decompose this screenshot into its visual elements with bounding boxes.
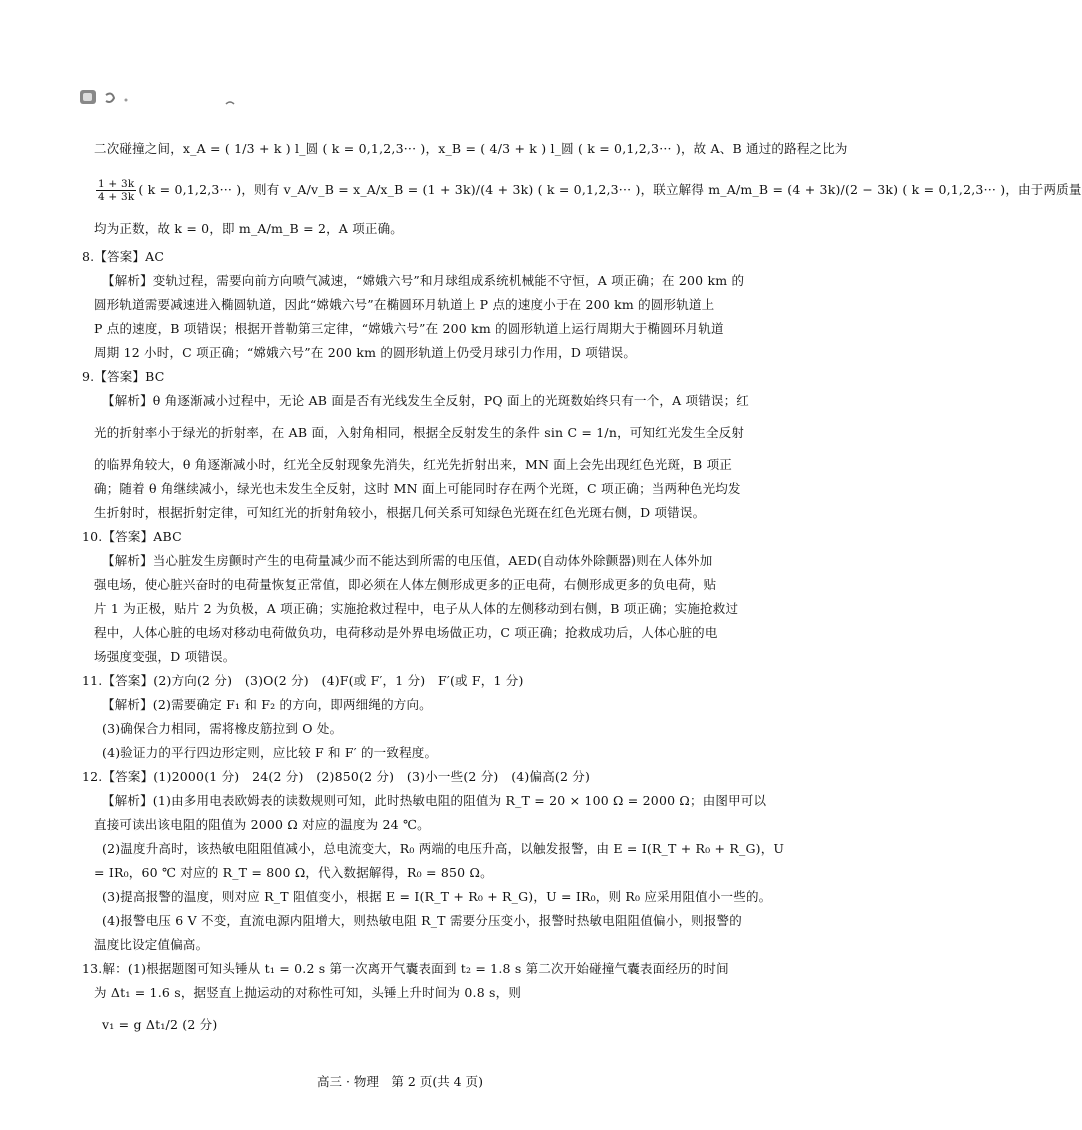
q12-line-2: 直接可读出该电阻的阻值为 2000 Ω 对应的温度为 24 ℃。 bbox=[94, 817, 430, 832]
q7-ratio-numerator: 1 + 3k bbox=[98, 178, 135, 190]
q7-ratio-denominator: 4 + 3k bbox=[98, 191, 135, 203]
q8-line-4: 周期 12 小时，C 项正确；“嫦娥六号”在 200 km 的圆形轨道上仍受月球引力作用，D 项错误。 bbox=[94, 345, 637, 360]
q11-line-1: 【解析】(2)需要确定 F₁ 和 F₂ 的方向，即两细绳的方向。 bbox=[102, 697, 432, 712]
q13-line-3: v₁ = g Δt₁/2 (2 分) bbox=[102, 1017, 218, 1032]
q9-line-1: 【解析】θ 角逐渐减小过程中，无论 AB 面是否有光线发生全反射，PQ 面上的光斑数始终只有一个，A 项错误；红 bbox=[102, 393, 749, 408]
q12-answer: 12.【答案】(1)2000(1 分) 24(2 分) (2)850(2 分) (3)小一些(2 分) (4)偏高(2 分) bbox=[82, 769, 591, 784]
q12-line-3: (2)温度升高时，该热敏电阻阻值减小，总电流变大，R₀ 两端的电压升高，以触发报警，由 E = I(R_T + R₀ + R_G)，U bbox=[102, 841, 785, 856]
q13-line-1: 13.解：(1)根据题图可知头锤从 t₁ = 0.2 s 第一次离开气囊表面到 t₂ = 1.8 s 第二次开始碰撞气囊表面经历的时间 bbox=[82, 961, 729, 976]
q7-line-3: 均为正数，故 k = 0，即 m_A/m_B = 2，A 项正确。 bbox=[94, 221, 403, 236]
q12-line-7: 温度比设定值偏高。 bbox=[94, 937, 209, 952]
q11-line-3: (4)验证力的平行四边形定则，应比较 F 和 F′ 的一致程度。 bbox=[102, 745, 438, 760]
scan-corner-mark-icon bbox=[76, 86, 246, 112]
q12-line-4: = IR₀，60 ℃ 对应的 R_T = 800 Ω，代入数据解得，R₀ = 850 Ω。 bbox=[94, 865, 493, 880]
q8-line-3: P 点的速度，B 项错误；根据开普勒第三定律，“嫦娥六号”在 200 km 的圆形轨道上运行周期大于椭圆环月轨道 bbox=[94, 321, 724, 336]
q12-line-1: 【解析】(1)由多用电表欧姆表的读数规则可知，此时热敏电阻的阻值为 R_T = 20 × 100 Ω = 2000 Ω；由图甲可以 bbox=[102, 793, 767, 808]
q10-line-1: 【解析】当心脏发生房颤时产生的电荷量减少而不能达到所需的电压值，AED(自动体外除颤器)则在人体外加 bbox=[102, 553, 713, 568]
q10-answer: 10.【答案】ABC bbox=[82, 529, 182, 544]
q9-answer: 9.【答案】BC bbox=[82, 369, 165, 384]
q8-line-2: 圆形轨道需要减速进入椭圆轨道，因此“嫦娥六号”在椭圆环月轨道上 P 点的速度小于在 200 km 的圆形轨道上 bbox=[94, 297, 715, 312]
q12-line-5: (3)提高报警的温度，则对应 R_T 阻值变小，根据 E = I(R_T + R₀ + R_G)，U = IR₀，则 R₀ 应采用阻值小一些的。 bbox=[102, 889, 772, 904]
q11-answer: 11.【答案】(2)方向(2 分) (3)O(2 分) (4)F(或 F′，1 分) F′(或 F，1 分) bbox=[82, 673, 524, 688]
q7-line-2 bbox=[94, 178, 1082, 203]
q9-line-4: 确；随着 θ 角继续减小，绿光也未发生全反射，这时 MN 面上可能同时存在两个光斑，C 项正确；当两种色光均发 bbox=[94, 481, 741, 496]
q8-answer: 8.【答案】AC bbox=[82, 249, 165, 264]
q9-line-2: 光的折射率小于绿光的折射率，在 AB 面，入射角相同，根据全反射发生的条件 sin C = 1/n，可知红光发生全反射 bbox=[94, 425, 745, 440]
q9-line-5: 生折射时，根据折射定律，可知红光的折射角较小，根据几何关系可知绿色光斑在红色光斑右侧，D 项错误。 bbox=[94, 505, 706, 520]
page-footer: 高三 · 物理 第 2 页(共 4 页) bbox=[317, 1074, 483, 1089]
q10-line-3: 片 1 为正极，贴片 2 为负极，A 项正确；实施抢救过程中，电子从人体的左侧移动到右侧，B 项正确；实施抢救过 bbox=[94, 601, 739, 616]
q7-ratio-fraction bbox=[96, 178, 136, 203]
q7-line-2-rest: ( k = 0,1,2,3··· )，则有 v_A/v_B = x_A/x_B = (1 + 3k)/(4 + 3k) ( k = 0,1,2,3··· )，联立解得 m_A/m_B = (4 + 3k)/(2 − 3k) ( k = 0,1,2,3··· )，由于两质量 bbox=[138, 182, 1082, 197]
q13-line-2: 为 Δt₁ = 1.6 s，据竖直上抛运动的对称性可知，头锤上升时间为 0.8 s，则 bbox=[94, 985, 522, 1000]
q9-line-3: 的临界角较大，θ 角逐渐减小时，红光全反射现象先消失，红光先折射出来，MN 面上会先出现红色光斑，B 项正 bbox=[94, 457, 732, 472]
q10-line-2: 强电场，使心脏兴奋时的电荷量恢复正常值，即必须在人体左侧形成更多的正电荷，右侧形成更多的负电荷，贴 bbox=[94, 577, 717, 592]
q12-line-6: (4)报警电压 6 V 不变，直流电源内阻增大，则热敏电阻 R_T 需要分压变小，报警时热敏电阻阻值偏小，则报警的 bbox=[102, 913, 742, 928]
q10-line-5: 场强度变强，D 项错误。 bbox=[94, 649, 236, 664]
q11-line-2: (3)确保合力相同，需将橡皮筋拉到 O 处。 bbox=[102, 721, 343, 736]
q10-line-4: 程中，人体心脏的电场对移动电荷做负功，电荷移动是外界电场做正功，C 项正确；抢救成功后，人体心脏的电 bbox=[94, 625, 718, 640]
q8-line-1: 【解析】变轨过程，需要向前方向喷气减速，“嫦娥六号”和月球组成系统机械能不守恒，A 项正确；在 200 km 的 bbox=[102, 273, 745, 288]
q7-line-1: 二次碰撞之间，x_A = ( 1/3 + k ) l_圆 ( k = 0,1,2,3··· )，x_B = ( 4/3 + k ) l_圆 ( k = 0,1,2,3··· )，故 A、B 通过的路程之比为 bbox=[94, 141, 848, 156]
